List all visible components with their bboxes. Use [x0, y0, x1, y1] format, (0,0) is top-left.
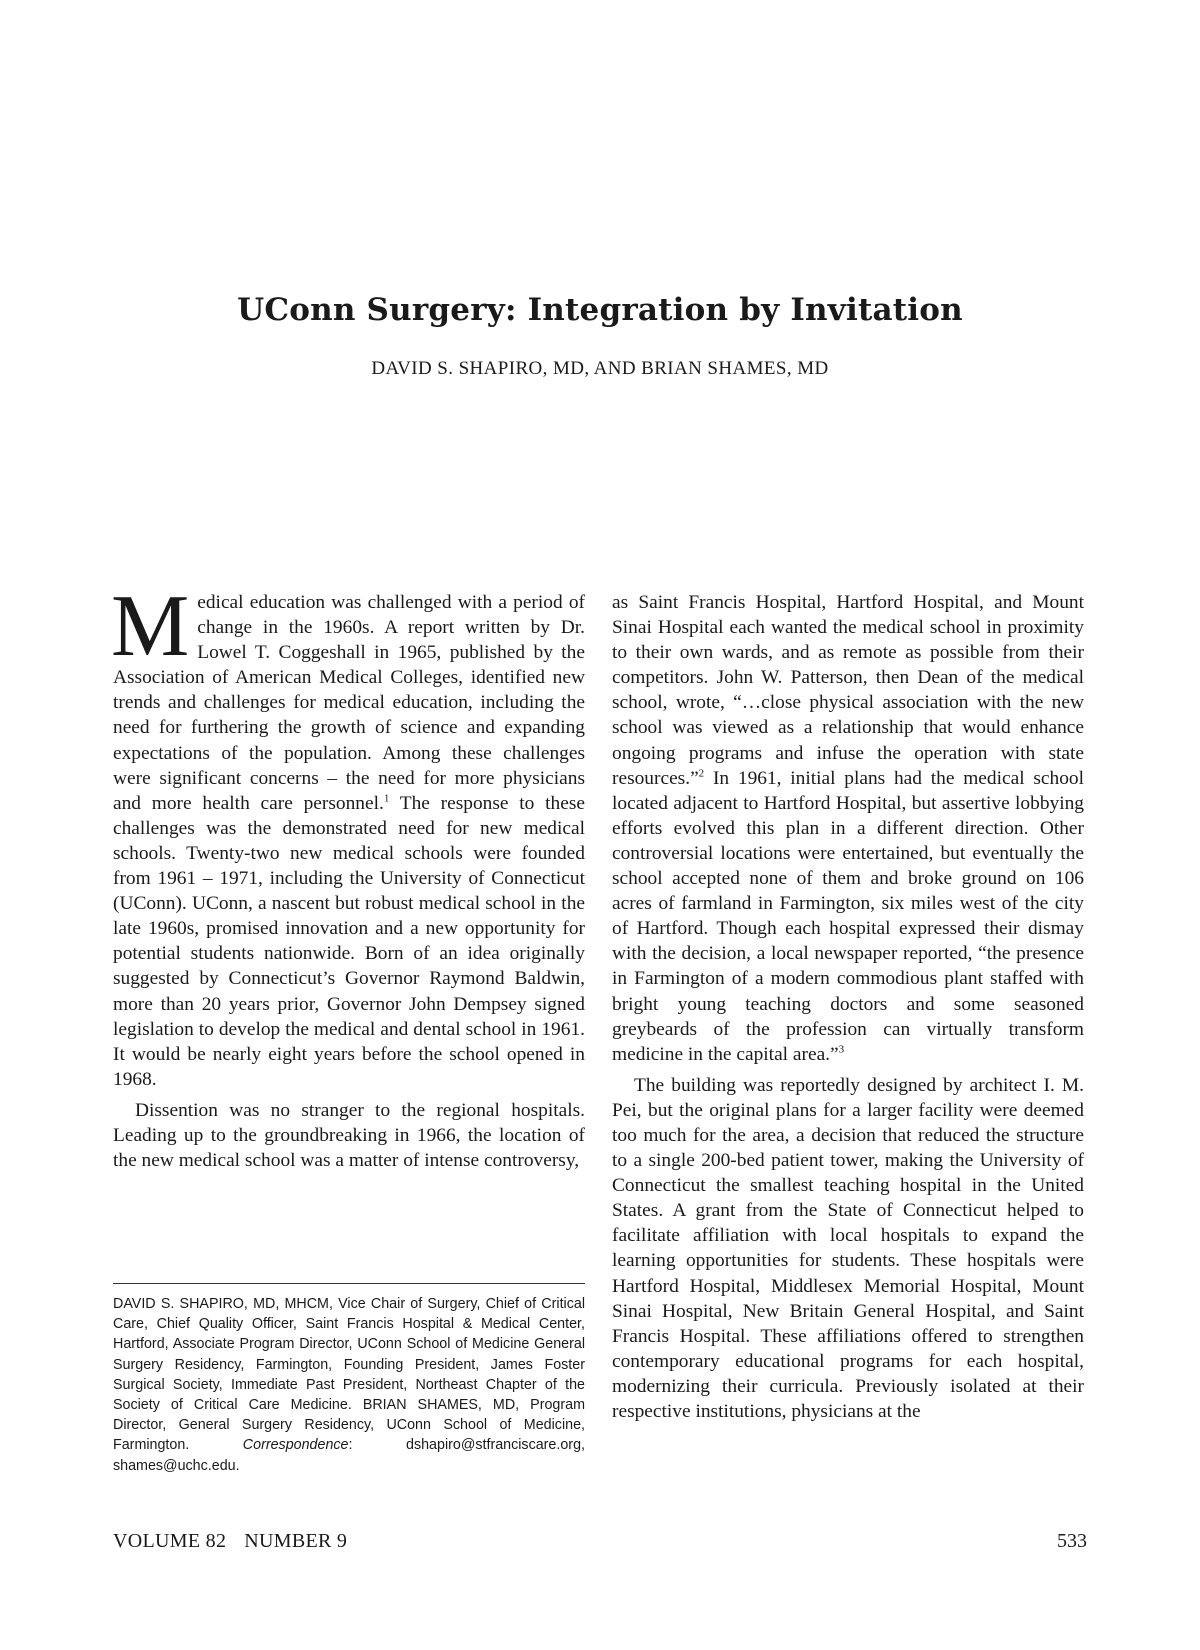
footnote-correspondence-text: : dshapiro@stfranciscare.org, shames@uchc.edu.	[113, 1437, 585, 1474]
journal-volume: VOLUME 82	[113, 1530, 227, 1552]
body-column-left	[111, 578, 585, 1173]
footnote-divider	[113, 1283, 585, 1284]
body-column-right	[612, 590, 1084, 1424]
body-paragraph-2	[113, 1098, 585, 1173]
article-authors: DAVID S. SHAPIRO, MD, AND BRIAN SHAMES, MD	[371, 358, 829, 379]
citation-1: 1	[383, 792, 390, 805]
body-paragraph-2-text-b: In 1961, initial plans had the medical school located adjacent to Hartford Hospital, but assertive lobbying efforts evolved this plan in a different direction. Other controversial locations were entertained, but eventually the school accepted none of them and broke ground on 106 acres of farmland in Farmington, six miles west of the city of Hartford. Though each hospital expressed their dismay with the decision, a local newspaper reported, “the presence in Farmington of a modern commodious plant staffed with bright young teaching doctors and some seasoned greybeards of the profession can virtually transform medicine in the capital area.”	[612, 767, 1084, 1065]
drop-cap: M	[111, 578, 190, 675]
body-paragraph-2-text-a: Dissention was no stranger to the regional hospitals. Leading up to the groundbreaking in 1966, the location of the new medical school was a matter of intense controversy,	[113, 1099, 585, 1172]
footnote-correspondence-label: Correspondence	[242, 1437, 349, 1454]
body-paragraph-2-continued	[612, 590, 1084, 1067]
body-paragraph-2-text-a-continued: as Saint Francis Hospital, Hartford Hospital, and Mount Sinai Hospital each wanted the medical school in proximity to their own wards, and as remote as possible from their competitors. John W. Patterson, then Dean of the medical school, wrote, “…close physical association with the new school was viewed as a relationship that would enhance ongoing programs and infuse the operation with state resources.”	[612, 592, 1084, 789]
journal-issue	[113, 1530, 347, 1553]
author-footnote	[113, 1294, 585, 1476]
body-paragraph-1-text-a: edical education was challenged with a period of change in the 1960s. A report written by Dr. Lowel T. Coggeshall in 1965, published by the Association of American Medical Colleges, identified new trends and challenges for medical education, including the need for furthering the growth of science and expanding expectations of the population. Among these challenges were significant concerns – the need for more physicians and more health care personnel.	[113, 592, 585, 814]
citation-3: 3	[838, 1043, 845, 1056]
footnote-text: DAVID S. SHAPIRO, MD, MHCM, Vice Chair of Surgery, Chief of Critical Care, Chief Quality Officer, Saint Francis Hospital & Medical Center, Hartford, Associate Program Director, UConn School of Medicine General Surgery Residency, Farmington, Founding President, James Foster Surgical Society, Immediate Past President, Northeast Chapter of the Society of Critical Care Medicine. BRIAN SHAMES, MD, Program Director, General Surgery Residency, UConn School of Medicine, Farmington.	[113, 1296, 585, 1454]
page-number: 533	[1057, 1530, 1087, 1552]
article-title: UConn Surgery: Integration by Invitation	[237, 292, 963, 328]
citation-2: 2	[698, 767, 705, 780]
journal-number: NUMBER 9	[244, 1530, 348, 1552]
body-paragraph-3: The building was reportedly designed by architect I. M. Pei, but the original plans for a larger facility were deemed too much for the area, a decision that reduced the structure to a single 200-bed patient tower, making the University of Connecticut the smallest teaching hospital in the United States. A grant from the State of Connecticut helped to facilitate affiliation with local hospitals to expand the learning opportunities for students. These hospitals were Hartford Hospital, Middlesex Memorial Hospital, Mount Sinai Hospital, New Britain General Hospital, and Saint Francis Hospital. These affiliations offered to strengthen contemporary educational programs for each hospital, modernizing their curricula. Previously isolated at their respective institutions, physicians at the	[612, 1074, 1084, 1422]
body-paragraph-1-text-b: The response to these challenges was the demonstrated need for new medical schools. Twenty-two new medical schools were founded from 1961 – 1971, including the University of Connecticut (UConn). UConn, a nascent but robust medical school in the late 1960s, promised innovation and a new opportunity for potential students nationwide. Born of an idea originally suggested by Connecticut’s Governor Raymond Baldwin, more than 20 years prior, Governor John Dempsey signed legislation to develop the medical and dental school in 1961. It would be nearly eight years before the school opened in 1968.	[113, 792, 585, 1090]
body-paragraph-1	[111, 578, 585, 1092]
